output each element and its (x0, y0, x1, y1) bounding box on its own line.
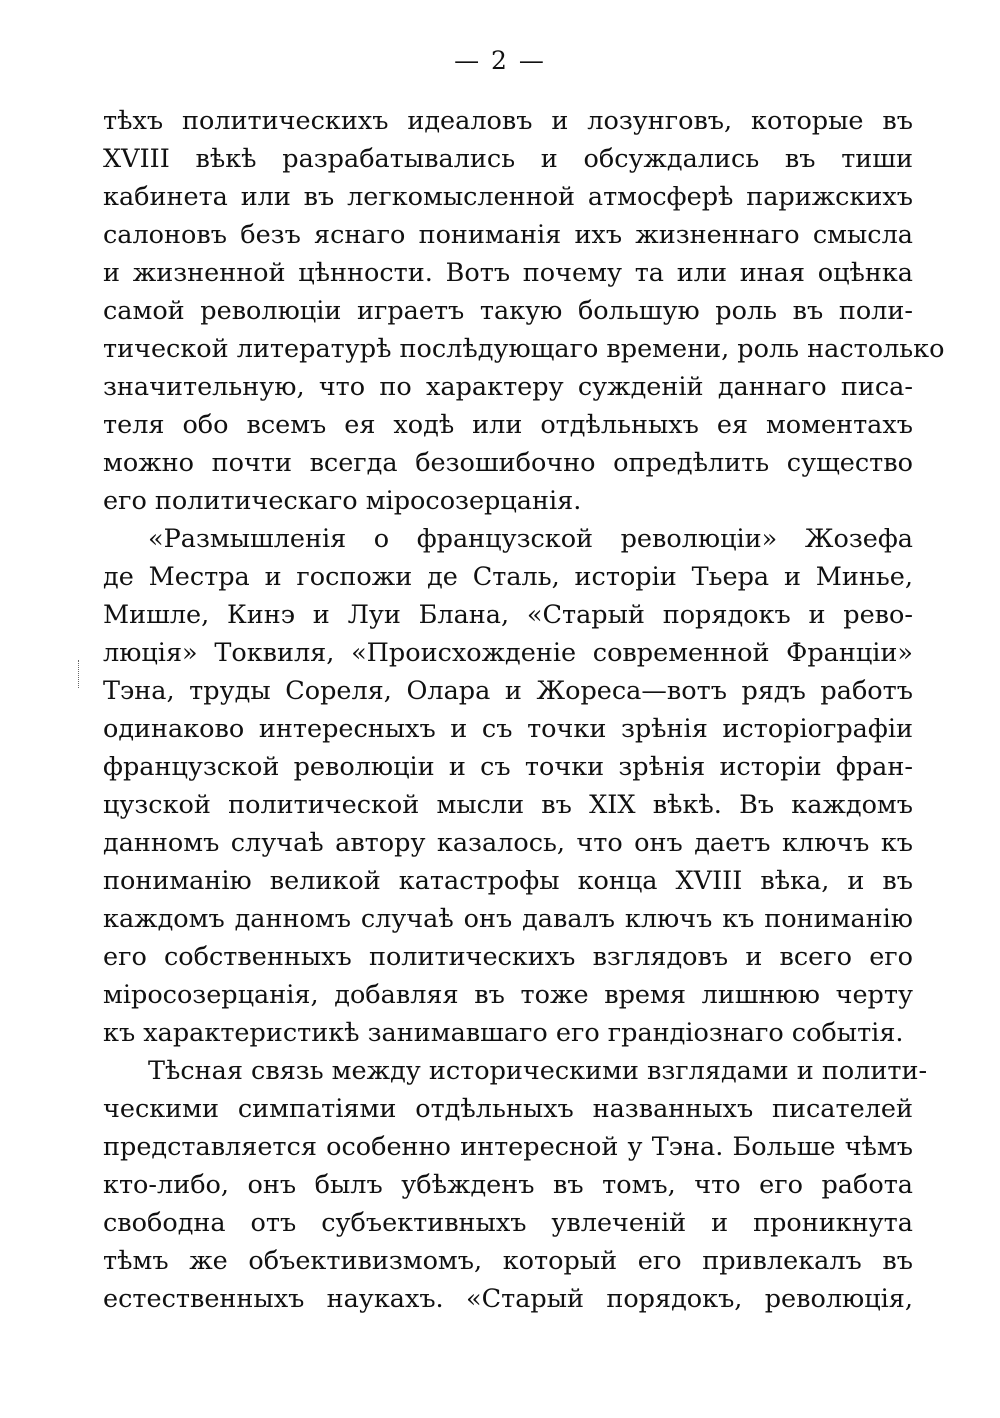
text-line: каждомъ данномъ случаѣ онъ давалъ ключъ къ пониманію (103, 904, 913, 934)
page-number: — 2 — (454, 46, 546, 75)
text-line: де Местра и госпожи де Сталь, исторіи Тьера и Минье, (103, 562, 913, 592)
text-line: Тэна, труды Сореля, Олара и Жореса—вотъ рядъ работъ (103, 676, 913, 706)
text-line: тѣхъ политическихъ идеаловъ и лозунговъ, которые въ (103, 106, 913, 136)
text-line: естественныхъ наукахъ. «Старый порядокъ, революція, (103, 1284, 913, 1314)
text-line: тѣмъ же объективизмомъ, который его привлекалъ въ (103, 1246, 913, 1276)
text-line: значительную, что по характеру сужденій даннаго писа- (103, 372, 913, 402)
text-line: и жизненной цѣнности. Вотъ почему та или иная оцѣнка (103, 258, 913, 288)
text-line: французской революціи и съ точки зрѣнія исторіи фран- (103, 752, 913, 782)
text-line: одинаково интересныхъ и съ точки зрѣнія исторіографіи (103, 714, 913, 744)
text-line: данномъ случаѣ автору казалось, что онъ даетъ ключъ къ (103, 828, 913, 858)
text-line: теля обо всемъ ея ходѣ или отдѣльныхъ ея моментахъ (103, 410, 913, 440)
text-line: цузской политической мысли въ XIX вѣкѣ. Въ каждомъ (103, 790, 913, 820)
text-line: самой революціи играетъ такую большую роль въ поли- (103, 296, 913, 326)
text-line: Мишле, Кинэ и Луи Блана, «Старый порядокъ и рево- (103, 600, 913, 630)
text-line: салоновъ безъ яснаго пониманія ихъ жизненнаго смысла (103, 220, 913, 250)
text-line: свободна отъ субъективныхъ увлеченій и проникнута (103, 1208, 913, 1238)
text-line: его политическаго міросозерцанія. (103, 486, 582, 516)
text-line: люція» Токвиля, «Происхожденіе современной Франціи» (103, 638, 913, 668)
text-line: его собственныхъ политическихъ взглядовъ и всего его (103, 942, 913, 972)
text-line: міросозерцанія, добавляя въ тоже время лишнюю черту (103, 980, 913, 1010)
text-line: «Размышленія о французской революціи» Жозефа (148, 524, 913, 554)
text-line: Тѣсная связь между историческими взглядами и полити- (148, 1056, 928, 1086)
text-line: пониманію великой катастрофы конца XVIII вѣка, и въ (103, 866, 913, 896)
text-line: къ характеристикѣ занимавшаго его грандіознаго событія. (103, 1018, 904, 1048)
text-line: кто-либо, онъ былъ убѣжденъ въ томъ, что его работа (103, 1170, 913, 1200)
text-line: представляется особенно интересной у Тэна. Больше чѣмъ (103, 1132, 913, 1162)
text-line: XVIII вѣкѣ разрабатывались и обсуждались въ тиши (103, 144, 913, 174)
text-line: кабинета или въ легкомысленной атмосферѣ парижскихъ (103, 182, 913, 212)
text-line: ческими симпатіями отдѣльныхъ названныхъ писателей (103, 1094, 913, 1124)
text-line: тической литературѣ послѣдующаго времени, роль настолько (103, 334, 945, 364)
text-line: можно почти всегда безошибочно опредѣлить существо (103, 448, 913, 478)
margin-mark (78, 660, 81, 688)
